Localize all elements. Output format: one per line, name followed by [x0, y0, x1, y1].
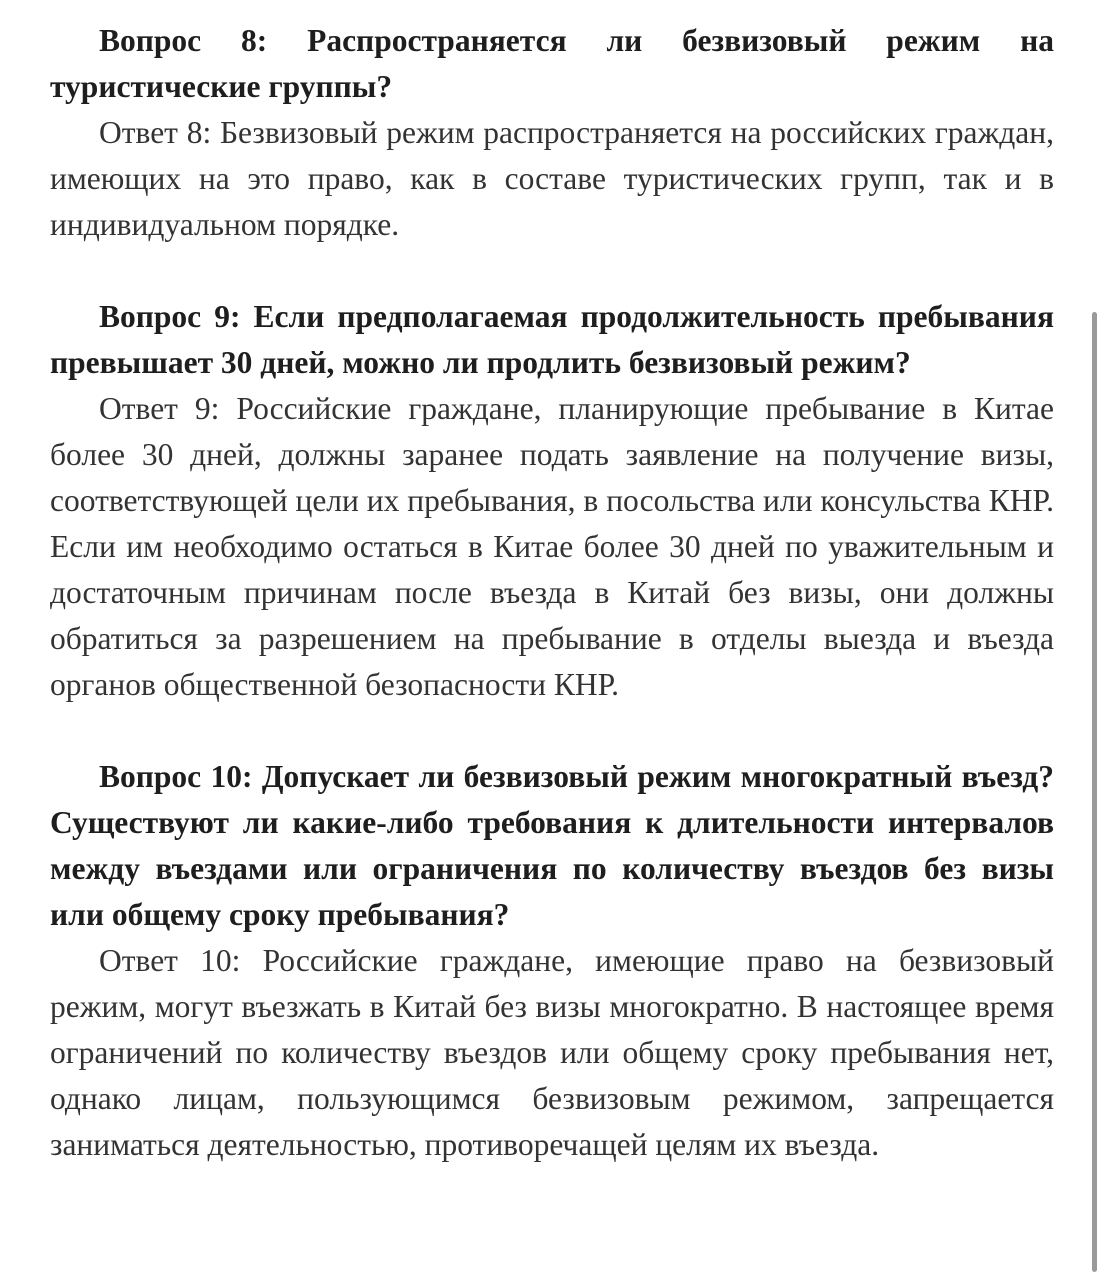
question-9: Вопрос 9: Если предполагаемая продолжительность пребывания превышает 30 дней, можно ли продлить безвизовый режим?	[50, 299, 1054, 380]
scrollbar[interactable]	[1092, 312, 1097, 1272]
document-page	[50, 18, 1054, 1168]
qa-item-9	[50, 294, 1054, 708]
qa-item-8	[50, 18, 1054, 248]
answer-10: Ответ 10: Российские граждане, имеющие право на безвизовый режим, могут въезжать в Китай без визы многократно. В настоящее время ограничений по количеству въездов или общему сроку пребывания нет, однако лицам, пользующимся безвизовым режимом, запрещается заниматься деятельностью, противоречащей целям их въезда.	[50, 943, 1054, 1162]
answer-8: Ответ 8: Безвизовый режим распространяется на российских граждан, имеющих на это право, как в составе туристических групп, так и в индивидуальном порядке.	[50, 115, 1054, 242]
question-10: Вопрос 10: Допускает ли безвизовый режим многократный въезд? Существуют ли какие-либо требования к длительности интервалов между въездами или ограничения по количеству въездов без визы или общему сроку пребывания?	[50, 759, 1054, 932]
question-8: Вопрос 8: Распространяется ли безвизовый режим на туристические группы?	[50, 23, 1054, 104]
answer-9: Ответ 9: Российские граждане, планирующие пребывание в Китае более 30 дней, должны заранее подать заявление на получение визы, соответствующей цели их пребывания, в посольства или консульства КНР. Если им необходимо остаться в Китае более 30 дней по уважительным и достаточным причинам после въезда в Китай без визы, они должны обратиться за разрешением на пребывание в отделы выезда и въезда органов общественной безопасности КНР.	[50, 391, 1054, 702]
qa-item-10	[50, 754, 1054, 1168]
